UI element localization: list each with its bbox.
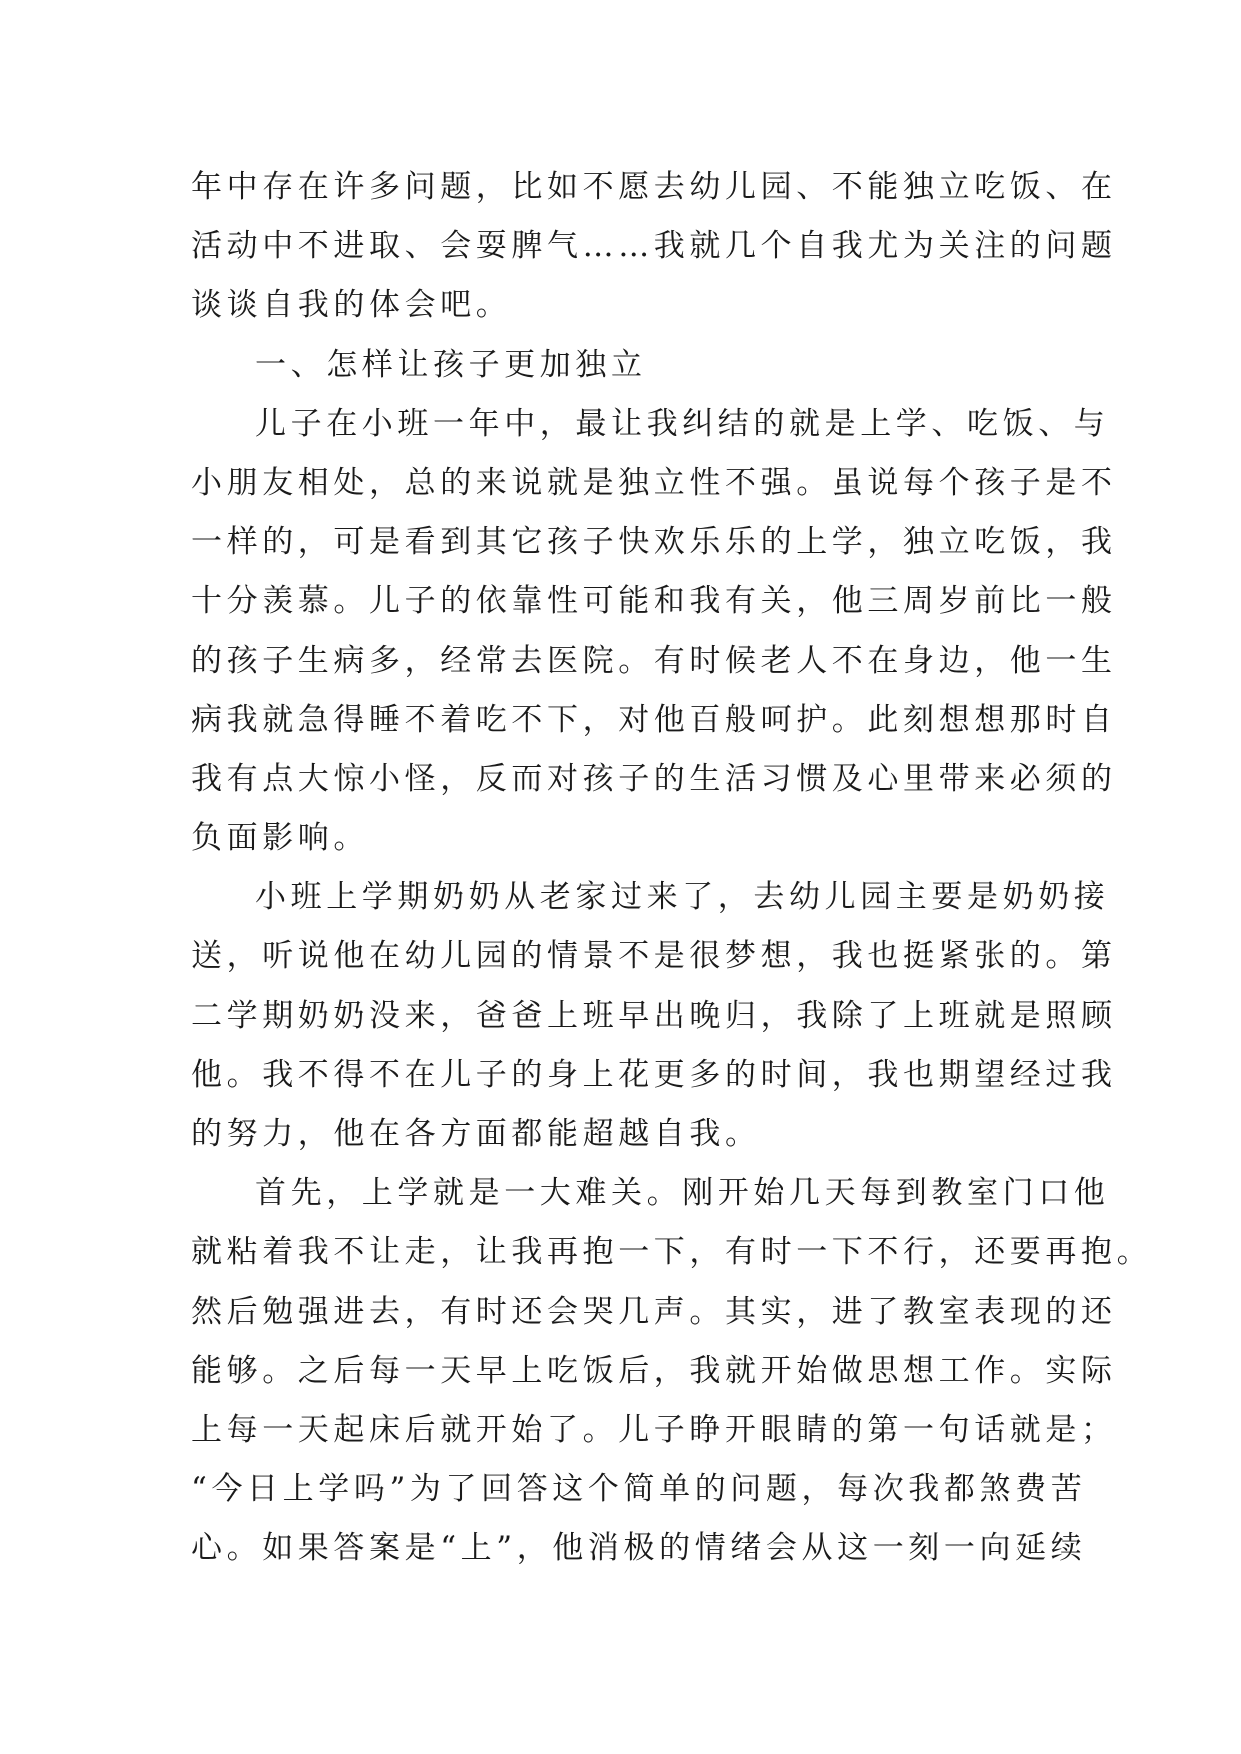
text-line: 他。我不得不在儿子的身上花更多的时间，我也期望经过我	[191, 1056, 1117, 1093]
text-line: 的孩子生病多，经常去医院。有时候老人不在身边，他一生	[191, 642, 1117, 679]
text-line: 活动中不进取、会耍脾气……我就几个自我尤为关注的问题	[191, 228, 1117, 265]
text-line: 就粘着我不让走，让我再抱一下，有时一下不行，还要再抱。	[191, 1234, 1153, 1271]
text-line: 心。如果答案是“上”，他消极的情绪会从这一刻一向延续	[191, 1530, 1087, 1567]
text-line: 谈谈自我的体会吧。	[191, 287, 512, 324]
text-line: 然后勉强进去，有时还会哭几声。其实，进了教室表现的还	[191, 1293, 1117, 1330]
text-line: 十分羡慕。儿子的依靠性可能和我有关，他三周岁前比一般	[191, 583, 1117, 620]
text-line: 首先，上学就是一大难关。刚开始几天每到教室门口他	[255, 1175, 1110, 1212]
text-line: 送，听说他在幼儿园的情景不是很梦想，我也挺紧张的。第	[191, 938, 1117, 975]
text-line: 负面影响。	[191, 820, 369, 857]
text-line: 小朋友相处，总的来说就是独立性不强。虽说每个孩子是不	[191, 464, 1117, 501]
section-heading: 一、怎样让孩子更加独立	[255, 346, 647, 383]
text-line: 儿子在小班一年中，最让我纠结的就是上学、吃饭、与	[255, 405, 1110, 442]
text-line: 我有点大惊小怪，反而对孩子的生活习惯及心里带来必须的	[191, 760, 1117, 797]
body-text	[191, 158, 1153, 1579]
text-line: 上每一天起床后就开始了。儿子睁开眼睛的第一句话就是；	[191, 1411, 1117, 1448]
text-line: 的努力，他在各方面都能超越自我。	[191, 1116, 761, 1152]
text-line: 小班上学期奶奶从老家过来了，去幼儿园主要是奶奶接	[255, 879, 1110, 916]
text-line: 二学期奶奶没来，爸爸上班早出晚归，我除了上班就是照顾	[191, 997, 1117, 1034]
text-line: 能够。之后每一天早上吃饭后，我就开始做思想工作。实际	[191, 1352, 1117, 1389]
text-line: 年中存在许多问题，比如不愿去幼儿园、不能独立吃饭、在	[191, 169, 1117, 205]
text-line: “今日上学吗”为了回答这个简单的问题，每次我都煞费苦	[191, 1471, 1087, 1508]
text-line: 病我就急得睡不着吃不下，对他百般呵护。此刻想想那时自	[191, 701, 1117, 738]
text-line: 一样的，可是看到其它孩子快欢乐乐的上学，独立吃饭，我	[191, 524, 1117, 561]
